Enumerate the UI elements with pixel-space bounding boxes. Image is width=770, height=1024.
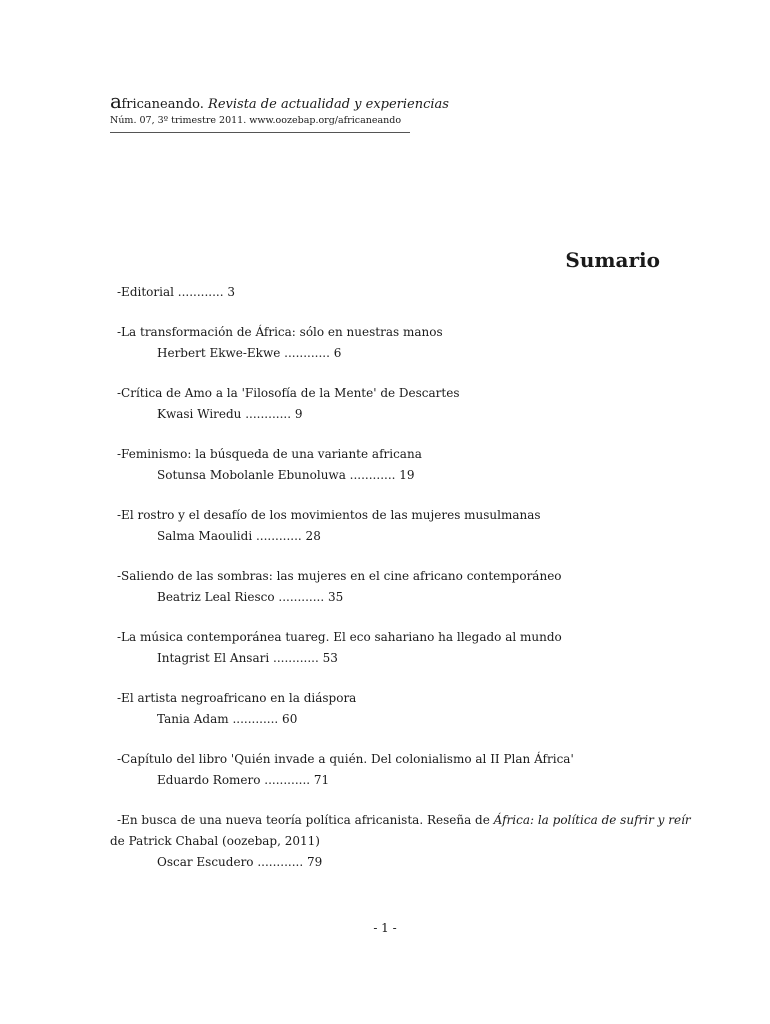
entry-title-continuation: de Patrick Chabal (oozebap, 2011) [110,834,320,848]
table-of-contents [110,282,691,873]
entry-page-ref: ............ 3 [173,285,235,299]
entry-title: -Feminismo: la búsqueda de una variante africana [117,447,422,461]
entry-author: Kwasi Wiredu [157,407,242,421]
toc-entry[interactable] [110,383,670,425]
entry-title: -El rostro y el desafío de los movimientos de las mujeres musulmanas [117,508,541,522]
entry-author: Beatriz Leal Riesco [157,590,275,604]
tagline: Revista de actualidad y experiencias [203,97,449,112]
toc-entry[interactable] [110,505,670,547]
toc-entry[interactable] [110,810,691,873]
entry-title: -La música contemporánea tuareg. El eco sahariano ha llegado al mundo [117,630,562,644]
entry-title [110,810,691,831]
entry-page-ref: ............ 60 [228,712,298,726]
entry-title: -Editorial [117,285,174,299]
entry-page-ref: ............ 71 [260,773,330,787]
entry-title: -La transformación de África: sólo en nuestras manos [117,325,443,339]
entry-author: Eduardo Romero [157,773,261,787]
entry-page-ref: ............ 28 [252,529,321,543]
toc-entry[interactable] [110,749,670,791]
entry-title: -Crítica de Amo a la 'Filosofía de la Mente' de Descartes [117,386,460,400]
page-number: - 1 - [373,921,397,935]
entry-title: -Saliendo de las sombras: las mujeres en el cine africano contemporáneo [117,569,562,583]
entry-page-ref: ............ 9 [241,407,303,421]
publication-title [110,89,449,114]
entry-page-ref: ............ 35 [274,590,344,604]
entry-page-ref: ............ 6 [280,346,342,360]
toc-entry-editorial[interactable] [110,282,670,303]
entry-title-prefix: -En busca de una nueva teoría política africanista. Reseña de [117,813,494,827]
entry-author: Salma Maoulidi [157,529,253,543]
entry-author: Herbert Ekwe-Ekwe [157,346,281,360]
entry-title-book: África: la política de sufrir y reír [493,813,691,827]
entry-page-ref: ............ 79 [253,855,323,869]
toc-entry[interactable] [110,566,670,608]
entry-author: Intagrist El Ansari [157,651,270,665]
entry-author: Sotunsa Mobolanle Ebunoluwa [157,468,346,482]
publication-header [110,89,449,133]
entry-page-ref: ............ 53 [269,651,338,665]
header-rule [110,132,410,133]
toc-entry[interactable] [110,627,670,669]
brand-name: fricaneando. [121,97,204,112]
issue-info: Núm. 07, 3º trimestre 2011. www.oozebap.org/africaneando [110,115,402,126]
entry-author: Oscar Escudero [157,855,254,869]
toc-entry[interactable] [110,444,670,486]
entry-author: Tania Adam [157,712,229,726]
toc-heading: Sumario [565,248,660,272]
entry-page-ref: ............ 19 [345,468,415,482]
toc-entry[interactable] [110,322,670,364]
toc-entry[interactable] [110,688,670,730]
entry-title: -El artista negroafricano en la diáspora [117,691,357,705]
entry-title: -Capítulo del libro 'Quién invade a quién. Del colonialismo al II Plan África' [117,752,574,766]
brand-initial: a [110,89,122,113]
